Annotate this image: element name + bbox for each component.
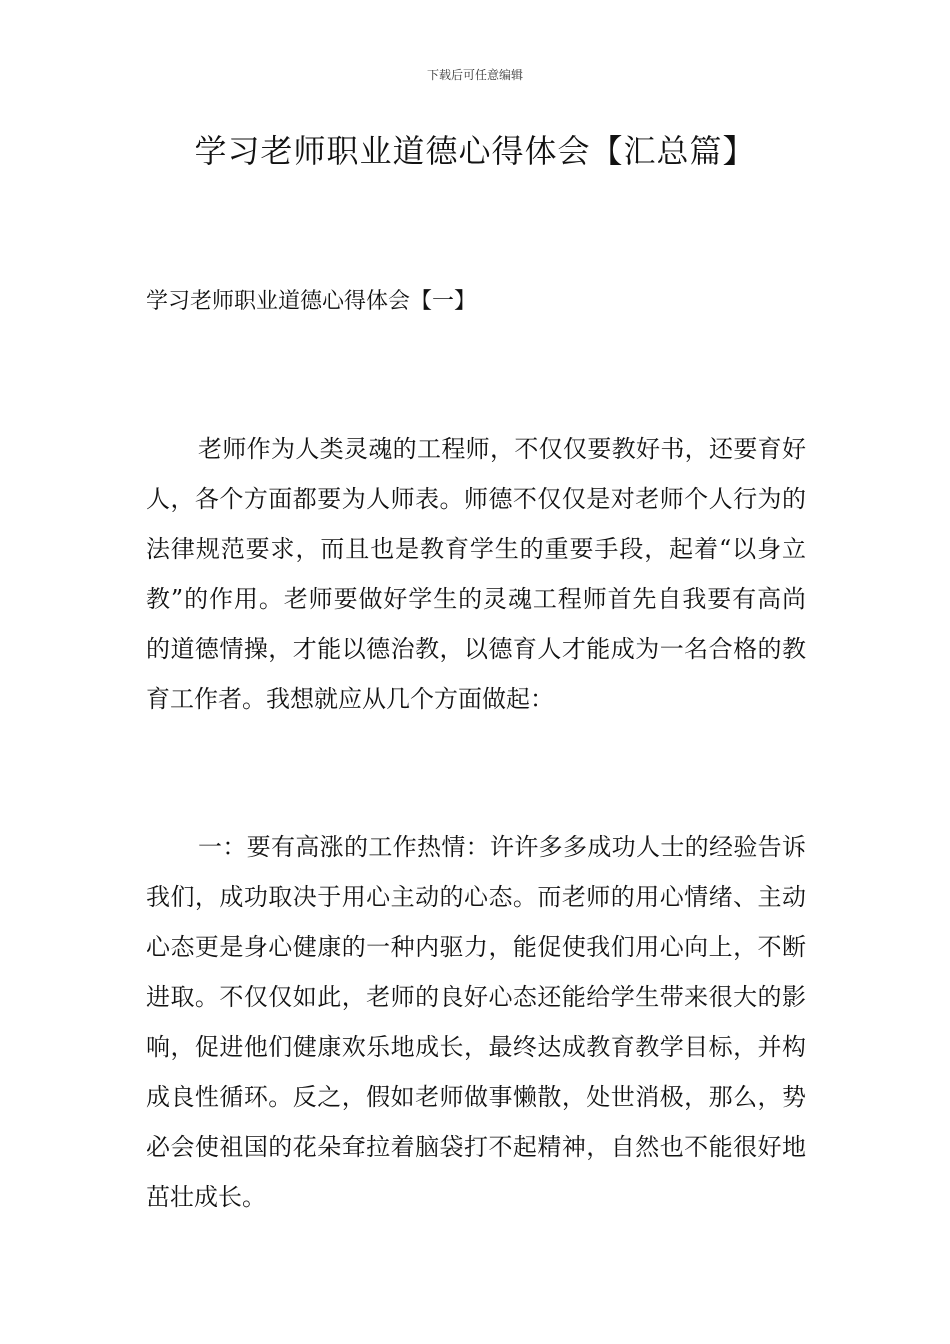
paragraph: 一：要有高涨的工作热情：许许多多成功人士的经验告诉我们，成功取决于用心主动的心态。而老师的用心情绪、主动心态更是身心健康的一种内驱力，能促使我们用心向上，不断进取。不仅仅如此，老师的良好心态还能给学生带来很大的影响，促进他们健康欢乐地成长，最终达成教育教学目标，并构成良性循环。反之，假如老师做事懒散，处世消极，那么，势必会使祖国的花朵耷拉着脑袋打不起精神，自然也不能很好地茁壮成长。 <box>146 833 806 1211</box>
section-heading: 学习老师职业道德心得体会【一】 <box>146 289 477 314</box>
document-title: 学习老师职业道德心得体会【汇总篇】 <box>194 132 756 170</box>
header-note: 下载后可任意编辑 <box>426 68 523 82</box>
paragraph: 老师作为人类灵魂的工程师，不仅仅要教好书，还要育好人，各个方面都要为人师表。师德不仅仅是对老师个人行为的法律规范要求，而且也是教育学生的重要手段，起着“以身立教”的作用。老师要做好学生的灵魂工程师首先自我要有高尚的道德情操，才能以德治教，以德育人才能成为一名合格的教育工作者。我想就应从几个方面做起： <box>146 435 806 713</box>
